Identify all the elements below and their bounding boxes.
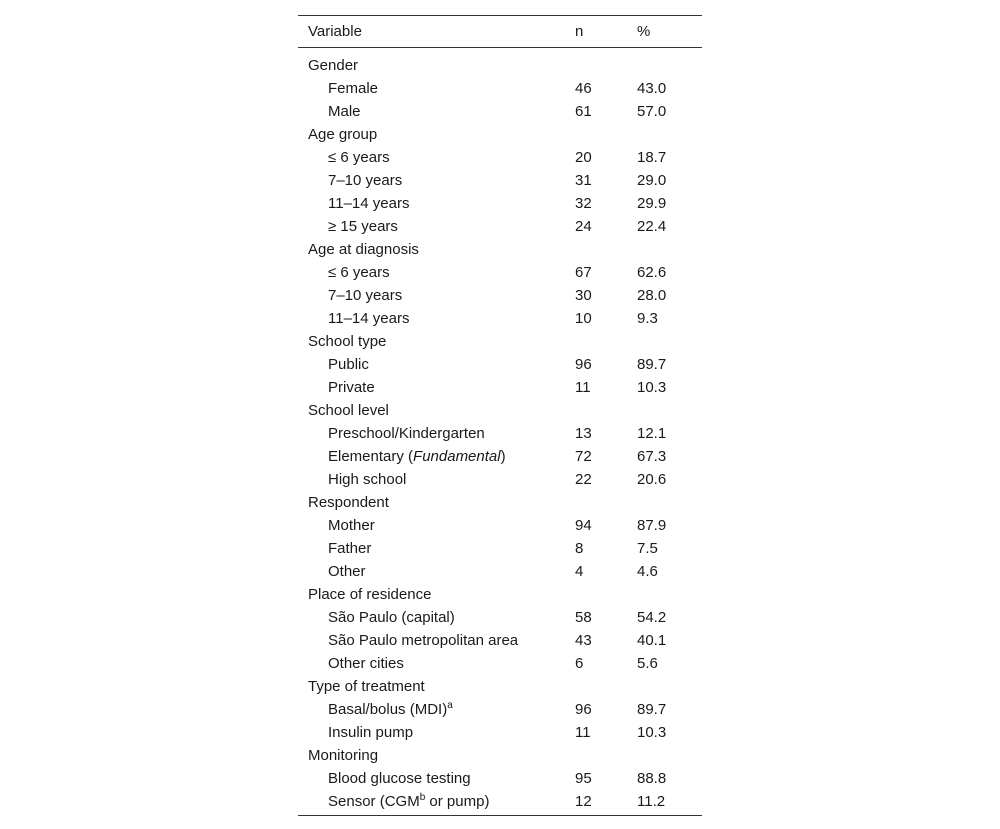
row-label-text: Sensor (CGM: [328, 793, 420, 810]
table-row: [298, 629, 702, 652]
row-label: [298, 215, 565, 238]
row-label-text: Blood glucose testing: [328, 770, 471, 787]
row-percent: 54.2: [637, 609, 667, 626]
row-label-text: Elementary (: [328, 448, 414, 465]
group-n-empty: [565, 744, 627, 767]
row-percent: 88.8: [637, 770, 667, 787]
row-label: [298, 192, 565, 215]
row-n: 20: [575, 149, 592, 166]
row-label: [298, 100, 565, 123]
group-row: [298, 399, 702, 422]
row-n: 95: [575, 770, 592, 787]
group-pct-empty: [627, 123, 702, 146]
row-percent: 18.7: [637, 149, 667, 166]
table-body: [298, 48, 702, 816]
row-label-text: Mother: [328, 517, 375, 534]
table-row: [298, 77, 702, 100]
row-percent: 89.7: [637, 356, 667, 373]
row-label-text: Other cities: [328, 655, 404, 672]
row-label: [298, 606, 565, 629]
row-label-text: High school: [328, 471, 407, 488]
row-percent: 67.3: [637, 448, 667, 465]
group-pct-empty: [627, 330, 702, 353]
group-pct-empty: [627, 744, 702, 767]
row-label: [298, 698, 565, 721]
table-row: [298, 606, 702, 629]
row-label-text: São Paulo (capital): [328, 609, 455, 626]
table-row: [298, 215, 702, 238]
group-pct-empty: [627, 238, 702, 261]
group-pct-empty: [627, 48, 702, 78]
footnote-marker: a: [447, 700, 453, 711]
group-n-empty: [565, 123, 627, 146]
row-n: 24: [575, 218, 592, 235]
row-n: 72: [575, 448, 592, 465]
row-percent: 5.6: [637, 655, 658, 672]
row-label-text: Preschool/Kindergarten: [328, 425, 485, 442]
row-label-text: 7–10 years: [328, 172, 403, 189]
group-pct-empty: [627, 491, 702, 514]
header-percent: %: [637, 23, 651, 40]
row-n: 43: [575, 632, 592, 649]
row-percent: 22.4: [637, 218, 667, 235]
footnote-marker: b: [419, 792, 426, 803]
row-label: [298, 77, 565, 100]
group-n-empty: [565, 330, 627, 353]
row-n: 61: [575, 103, 592, 120]
row-label: [298, 445, 565, 468]
group-label: Gender: [308, 57, 359, 74]
row-label: [298, 790, 565, 816]
row-n: 67: [575, 264, 592, 281]
table-row: [298, 445, 702, 468]
row-n: 96: [575, 356, 592, 373]
group-row: [298, 48, 702, 78]
row-percent: 9.3: [637, 310, 658, 327]
group-n-empty: [565, 583, 627, 606]
table-row: [298, 100, 702, 123]
group-row: [298, 330, 702, 353]
row-label: [298, 560, 565, 583]
row-percent: 4.6: [637, 563, 658, 580]
row-label-text: Male: [328, 103, 361, 120]
table-header: [298, 16, 702, 48]
table-row: [298, 422, 702, 445]
group-label: Age at diagnosis: [308, 241, 419, 258]
row-label-suffix: ): [500, 448, 506, 465]
group-n-empty: [565, 48, 627, 78]
row-label: [298, 261, 565, 284]
row-percent: 87.9: [637, 517, 667, 534]
row-n: 30: [575, 287, 592, 304]
group-pct-empty: [627, 583, 702, 606]
group-n-empty: [565, 238, 627, 261]
row-n: 10: [575, 310, 592, 327]
row-n: 32: [575, 195, 592, 212]
row-label-text: Female: [328, 80, 379, 97]
row-label-text: Basal/bolus (MDI): [328, 701, 448, 718]
table-row: [298, 652, 702, 675]
group-row: [298, 675, 702, 698]
row-percent: 11.2: [637, 793, 666, 810]
group-n-empty: [565, 491, 627, 514]
row-label: [298, 284, 565, 307]
row-n: 94: [575, 517, 592, 534]
table-row: [298, 284, 702, 307]
table-row: [298, 192, 702, 215]
row-label: [298, 353, 565, 376]
row-percent: 12.1: [637, 425, 667, 442]
row-label: [298, 629, 565, 652]
row-percent: 20.6: [637, 471, 667, 488]
row-label: [298, 169, 565, 192]
row-percent: 10.3: [637, 379, 667, 396]
table-row: [298, 560, 702, 583]
row-label-text: Public: [328, 356, 369, 373]
table-row: [298, 721, 702, 744]
group-label: Respondent: [308, 494, 389, 511]
row-n: 46: [575, 80, 592, 97]
group-label: School level: [308, 402, 389, 419]
row-n: 11: [575, 379, 591, 396]
row-label-suffix: or pump): [425, 793, 490, 810]
table-row: [298, 307, 702, 330]
row-label: [298, 146, 565, 169]
table-row: [298, 353, 702, 376]
row-percent: 10.3: [637, 724, 667, 741]
row-n: 11: [575, 724, 591, 741]
row-percent: 29.9: [637, 195, 667, 212]
row-percent: 57.0: [637, 103, 667, 120]
row-n: 31: [575, 172, 592, 189]
row-n: 8: [575, 540, 584, 557]
group-n-empty: [565, 399, 627, 422]
group-row: [298, 238, 702, 261]
table-row: [298, 514, 702, 537]
row-label-text: São Paulo metropolitan area: [328, 632, 519, 649]
group-label: School type: [308, 333, 387, 350]
header-variable: Variable: [308, 23, 362, 40]
header-n: n: [575, 23, 584, 40]
table-row: [298, 790, 702, 816]
row-n: 96: [575, 701, 592, 718]
row-n: 12: [575, 793, 592, 810]
row-label: [298, 721, 565, 744]
row-label-italic: Fundamental: [413, 448, 501, 465]
group-pct-empty: [627, 399, 702, 422]
row-label: [298, 422, 565, 445]
row-label: [298, 376, 565, 399]
group-label: Type of treatment: [308, 678, 425, 695]
row-n: 22: [575, 471, 592, 488]
table-row: [298, 698, 702, 721]
group-pct-empty: [627, 675, 702, 698]
row-percent: 40.1: [637, 632, 667, 649]
table-row: [298, 146, 702, 169]
group-label: Age group: [308, 126, 378, 143]
row-label-text: ≤ 6 years: [328, 149, 390, 166]
group-row: [298, 491, 702, 514]
table-row: [298, 376, 702, 399]
data-table-container: [298, 15, 702, 816]
row-label: [298, 307, 565, 330]
row-label-text: ≥ 15 years: [328, 218, 398, 235]
row-percent: 7.5: [637, 540, 658, 557]
row-label-text: Father: [328, 540, 372, 557]
group-n-empty: [565, 675, 627, 698]
group-row: [298, 123, 702, 146]
row-percent: 29.0: [637, 172, 667, 189]
row-label-text: 11–14 years: [328, 195, 410, 212]
row-label: [298, 652, 565, 675]
table-row: [298, 468, 702, 491]
row-n: 4: [575, 563, 584, 580]
group-label: Monitoring: [308, 747, 379, 764]
row-label-text: 11–14 years: [328, 310, 410, 327]
row-label: [298, 767, 565, 790]
row-percent: 89.7: [637, 701, 667, 718]
table-row: [298, 261, 702, 284]
group-row: [298, 583, 702, 606]
row-percent: 28.0: [637, 287, 667, 304]
row-label-text: Private: [328, 379, 375, 396]
header-row: [298, 16, 702, 48]
table-row: [298, 169, 702, 192]
row-percent: 43.0: [637, 80, 667, 97]
row-label-text: Other: [328, 563, 366, 580]
row-label: [298, 514, 565, 537]
row-label: [298, 468, 565, 491]
table-row: [298, 537, 702, 560]
row-label-text: Insulin pump: [328, 724, 414, 741]
group-label: Place of residence: [308, 586, 432, 603]
characteristics-table: [298, 15, 702, 816]
table-row: [298, 767, 702, 790]
row-label-text: ≤ 6 years: [328, 264, 390, 281]
row-label: [298, 537, 565, 560]
row-n: 58: [575, 609, 592, 626]
group-row: [298, 744, 702, 767]
row-label-text: 7–10 years: [328, 287, 403, 304]
row-n: 13: [575, 425, 592, 442]
row-n: 6: [575, 655, 584, 672]
row-percent: 62.6: [637, 264, 667, 281]
